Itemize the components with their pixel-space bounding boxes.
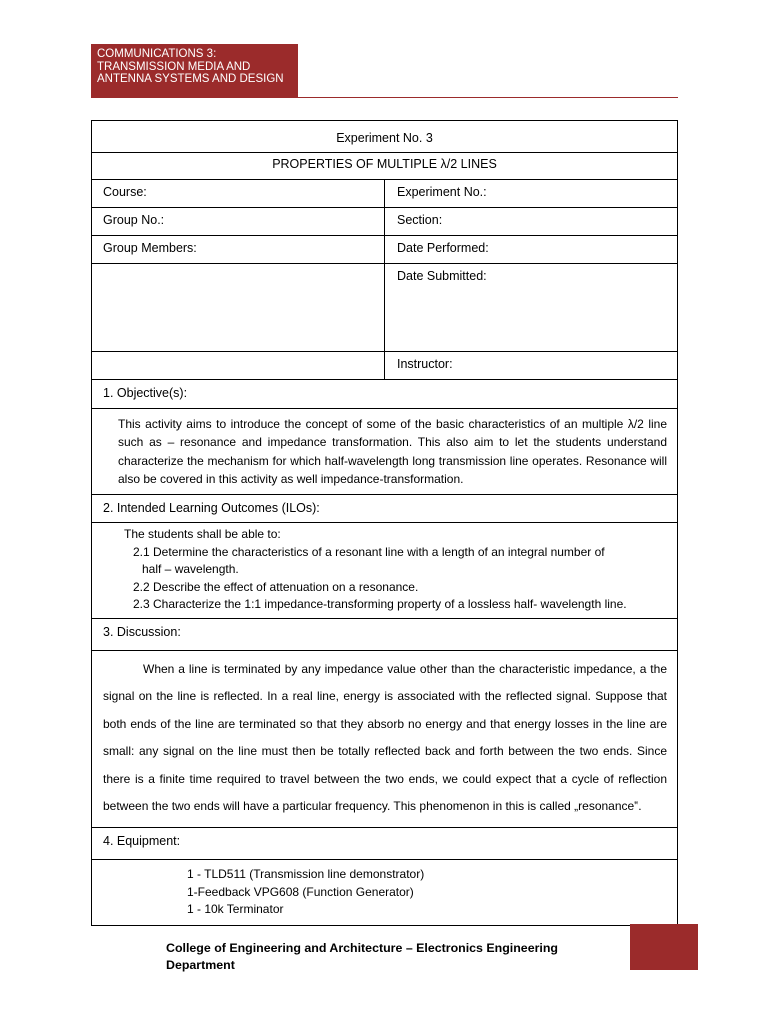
experiment-title: Experiment No. 3 [336,131,433,145]
instructor-label: Instructor: [397,357,453,371]
equipment-heading: 4. Equipment: [103,834,181,848]
ilo-item-3: 2.3 Characterize the 1:1 impedance-transforming property of a lossless half- wavelength line. [133,597,627,612]
discussion-heading: 3. Discussion: [103,625,181,639]
experiment-no-label: Experiment No.: [397,185,487,199]
experiment-form-table [91,120,678,926]
instructor-row [92,352,677,380]
discussion-heading-row [92,619,677,651]
objective-heading-row [92,380,677,409]
objective-text: This activity aims to introduce the concept of some of the basic characteristics of an multiple λ/2 line such as – resonance and impedance transformation. This also aim to let the students understand characterize the mechanism for which half-wavelength long transmission line operates. Resonance will also be covered in this activity as well impedance-transformation. [92,409,677,495]
ilo-heading-row [92,495,677,523]
banner-line-1: COMMUNICATIONS 3: [97,48,217,60]
footer-accent-block [630,924,698,970]
ilo-item-2: 2.2 Describe the effect of attenuation on a resonance. [133,579,419,594]
blank-cell [92,352,385,379]
footer-department: College of Engineering and Architecture – Electronics Engineering Department [166,941,558,972]
equipment-item: 1 - TLD511 (Transmission line demonstrator) [187,867,425,881]
group-row [92,208,677,236]
banner-line-3: ANTENNA SYSTEMS AND DESIGN [97,73,284,86]
banner-line-2: TRANSMISSION MEDIA AND [97,60,251,73]
group-members-field [92,264,385,351]
members-row [92,236,677,264]
equipment-heading-row [92,828,677,860]
ilo-heading: 2. Intended Learning Outcomes (ILOs): [103,501,320,515]
group-no-label: Group No.: [92,208,385,235]
course-label: Course: [92,180,385,207]
date-performed-label: Date Performed: [397,241,489,255]
equipment-item: 1 - 10k Terminator [187,902,284,917]
equipment-list [92,860,677,925]
date-submitted-label: Date Submitted: [397,269,487,283]
submitted-row [92,264,677,352]
ilo-item-1-cont: half – wavelength. [142,562,239,577]
header-rule [91,97,678,98]
objective-heading: 1. Objective(s): [103,386,188,400]
ilo-content [92,523,677,619]
experiment-number-row [92,121,677,153]
ilo-item-1: 2.1 Determine the characteristics of a resonant line with a length of an integral number of [133,544,605,559]
group-members-label: Group Members: [92,236,385,263]
ilo-intro: The students shall be able to: [124,527,281,541]
section-label: Section: [397,213,443,227]
experiment-name-row [92,153,677,180]
experiment-name: PROPERTIES OF MULTIPLE λ/2 LINES [272,157,497,171]
course-row [92,180,677,208]
discussion-text: When a line is terminated by any impedance value other than the characteristic impedance, a the signal on the line is reflected. In a real line, energy is associated with the reflected signal. Suppose that both ends of the line are terminated so that they absorb no energy and that energy losses in the line are small: any signal on the line must then be totally reflected back and forth between the two ends. Since there is a finite time required to travel between the two ends, we could expect that a cycle of reflection between the two ends will have a particular frequency. This phenomenon in this is called „resonance‟. [103,662,667,814]
course-banner [91,44,298,98]
discussion-content [92,651,677,828]
equipment-item: 1-Feedback VPG608 (Function Generator) [187,884,414,899]
